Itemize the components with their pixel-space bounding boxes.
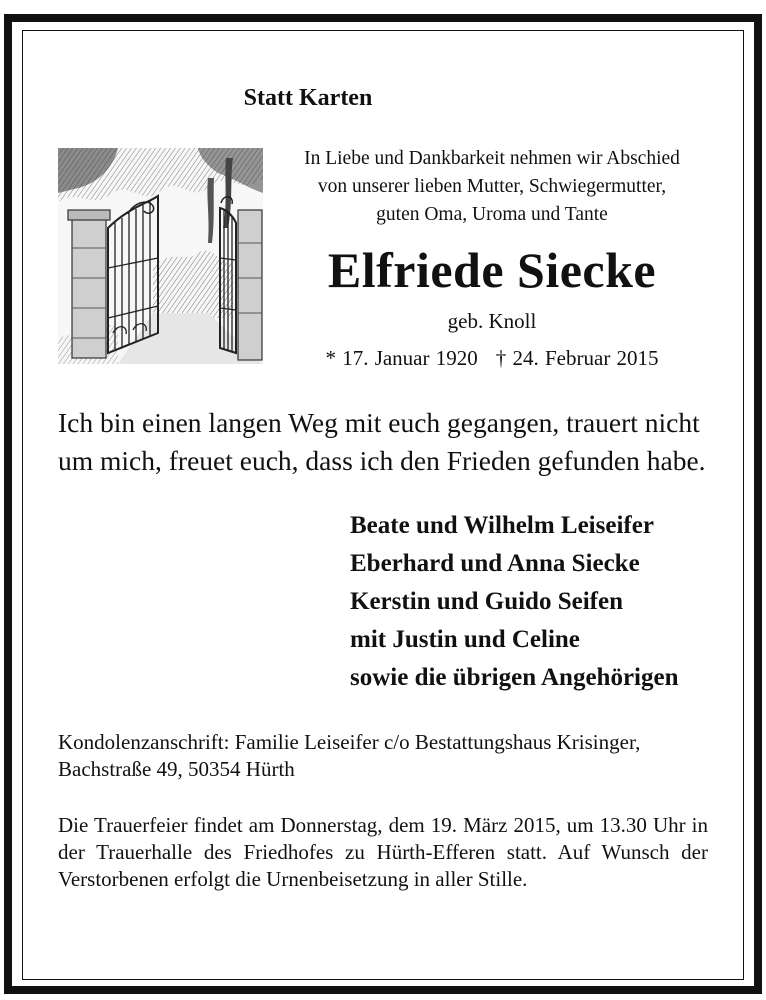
mourner-line: mit Justin und Celine	[350, 626, 580, 653]
condolence-line: Bachstraße 49, 50354 Hürth	[58, 757, 295, 781]
ceremony-notice: Die Trauerfeier findet am Donnerstag, dem 19. März 2015, um 13.30 Uhr in der Trauerhalle des Friedhofes zu Hürth-Efferen statt. Auf Wunsch der Verstorbenen erfolgt die Urnenbeisetzung in aller Stille.	[58, 813, 708, 891]
quote-line: Ich bin einen langen Weg mit euch gegangen, trauert nicht	[58, 407, 700, 438]
condolence-line: Kondolenzanschrift: Familie Leiseifer c/o Bestattungshaus Krisinger,	[58, 730, 641, 754]
mourner-line: Beate und Wilhelm Leiseifer	[350, 512, 654, 539]
maiden-name: geb. Knoll	[447, 309, 537, 333]
life-dates	[262, 344, 722, 372]
intro-line: In Liebe und Dankbarkeit nehmen wir Abschied	[304, 148, 680, 169]
garden-gate-icon	[58, 148, 263, 364]
mourner-line: Eberhard und Anna Siecke	[350, 550, 640, 577]
quote-line: um mich, freuet euch, dass ich den Frieden gefunden habe.	[58, 445, 706, 476]
death-date: † 24. Februar 2015	[495, 346, 659, 370]
intro-line: guten Oma, Uroma und Tante	[376, 204, 608, 225]
deceased-name: Elfriede Siecke	[327, 242, 657, 298]
page-title: Statt Karten	[243, 85, 373, 111]
intro-text	[262, 145, 722, 229]
mourner-line: Kerstin und Guido Seifen	[350, 588, 623, 615]
mourner-line: sowie die übrigen Angehörigen	[350, 664, 679, 691]
birth-date: * 17. Januar 1920	[325, 346, 478, 370]
mourners-list	[350, 507, 730, 697]
condolence-address	[58, 729, 718, 783]
intro-line: von unserer lieben Mutter, Schwiegermutter,	[317, 176, 667, 197]
quote	[58, 404, 718, 480]
